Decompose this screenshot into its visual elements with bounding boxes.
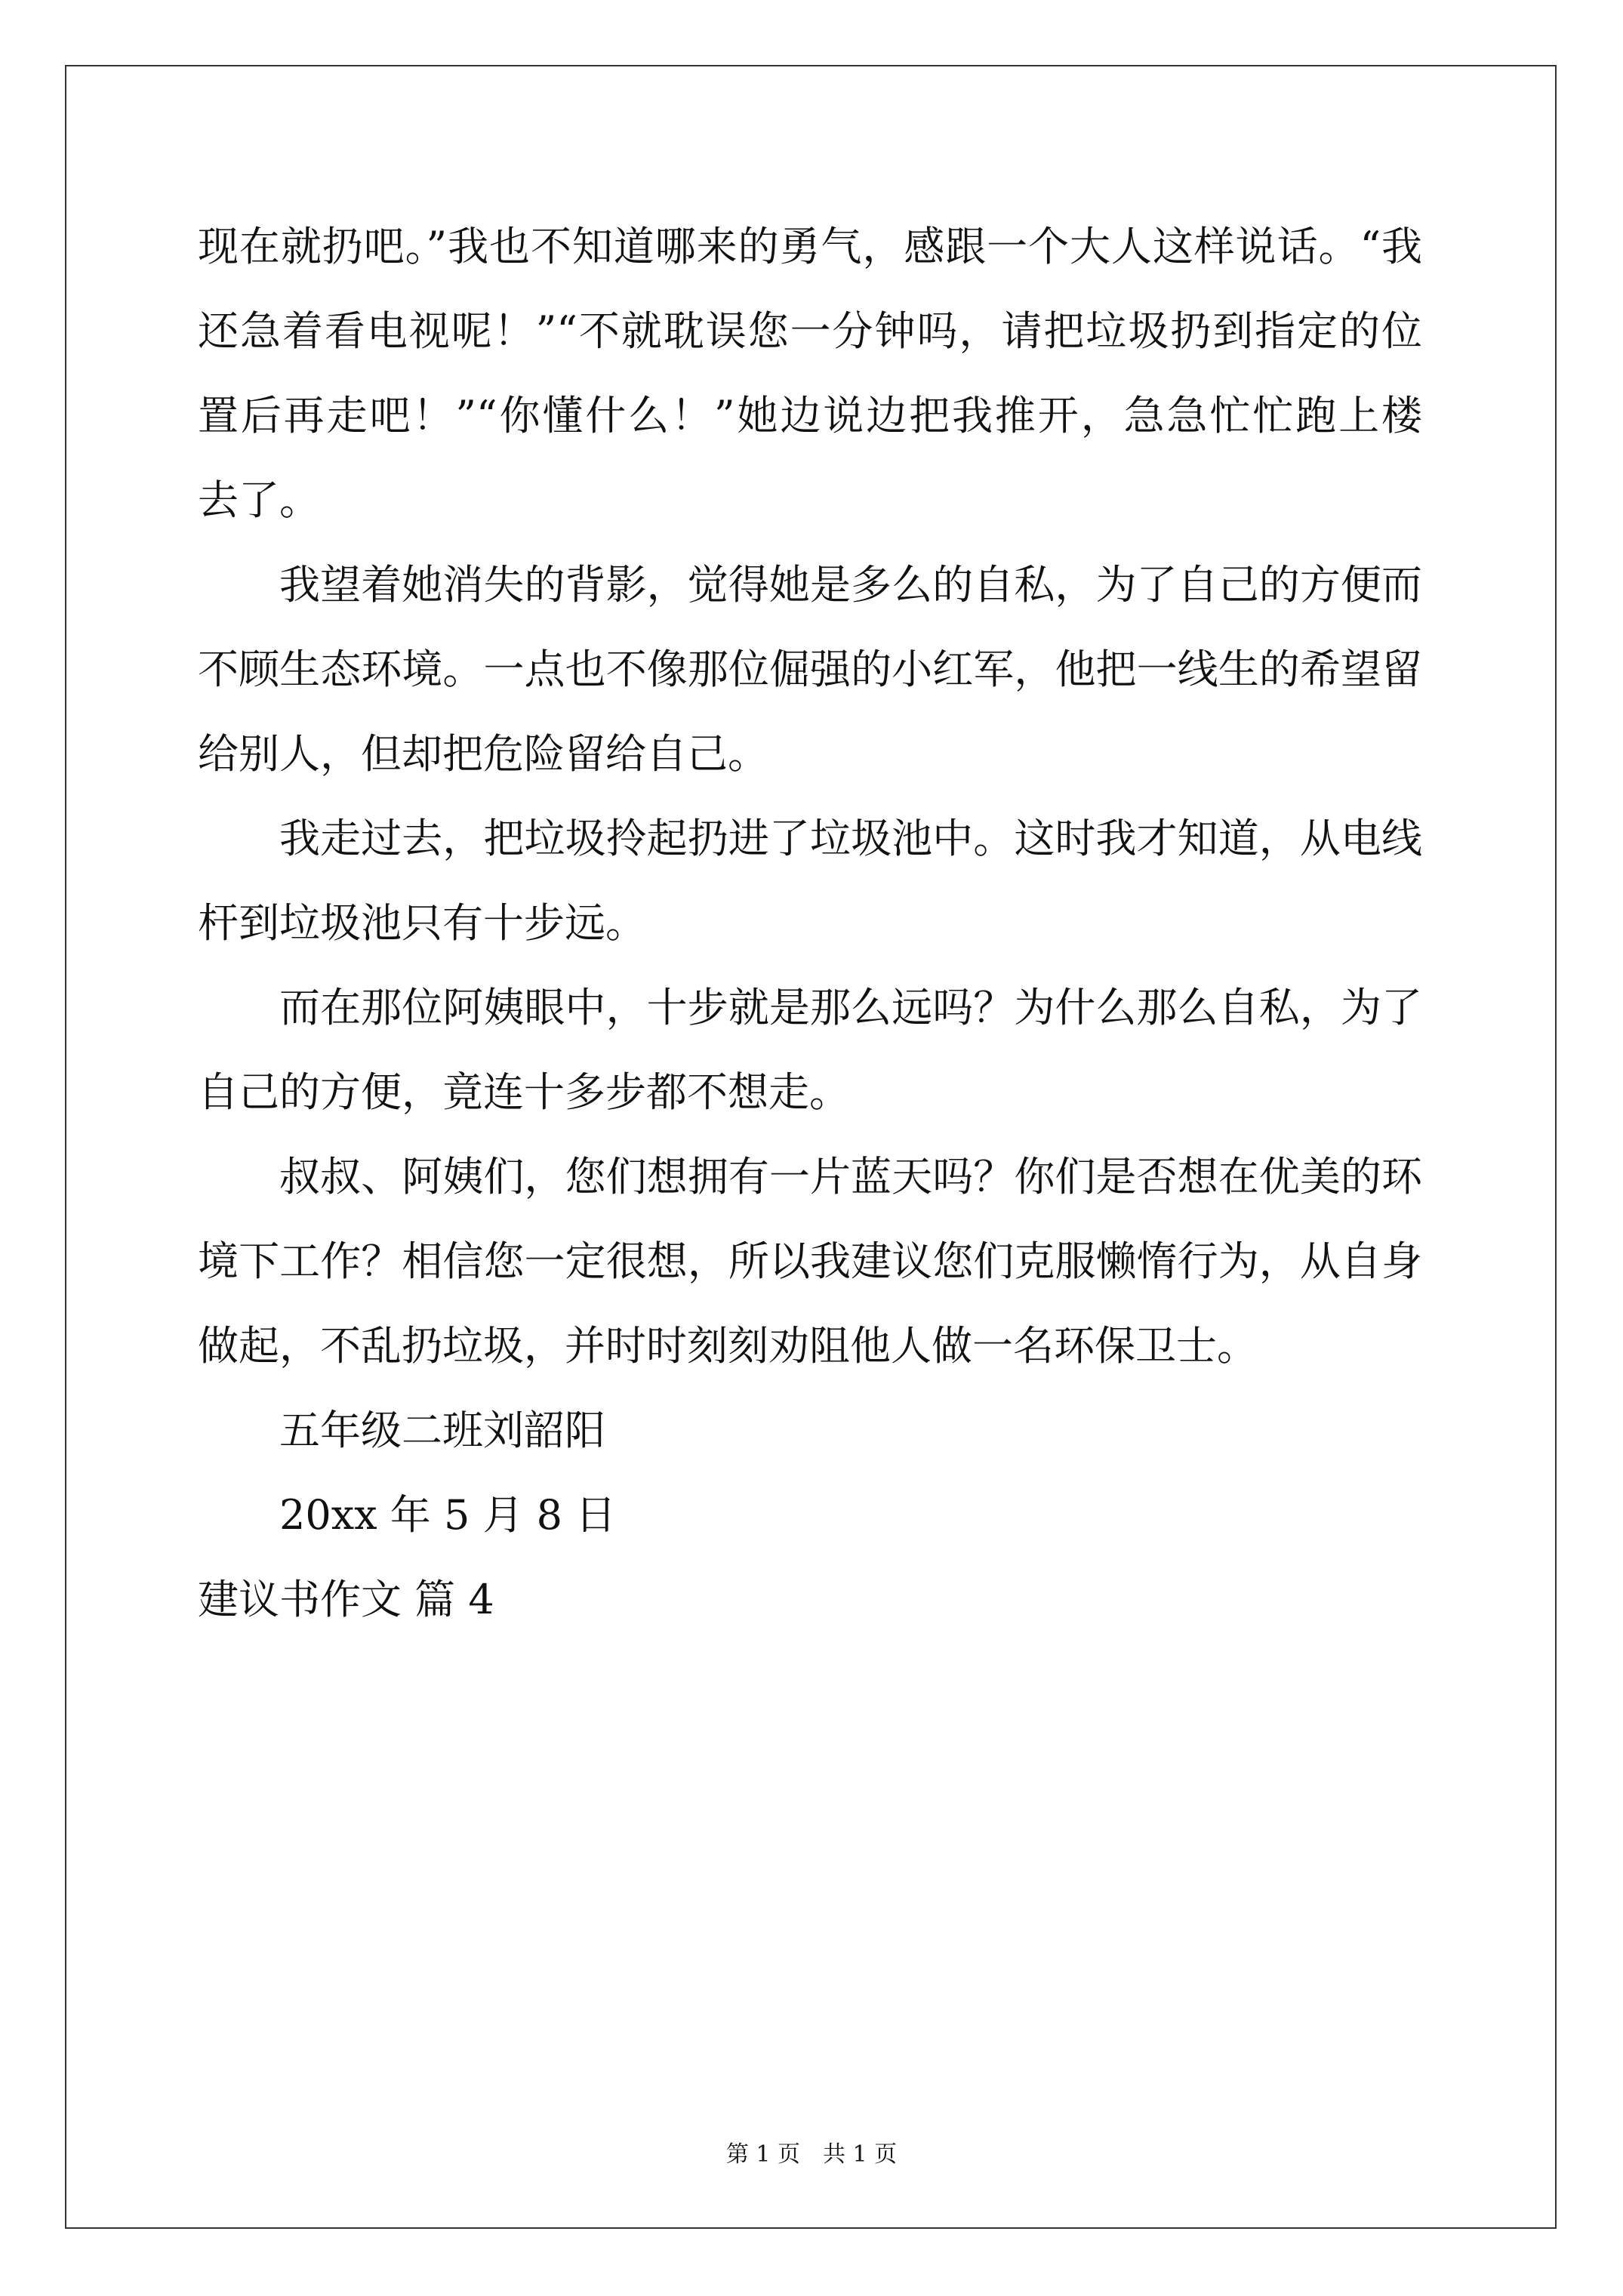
text-line: 而在那位阿姨眼中，十步就是那么远吗？为什么那么自私，为了 bbox=[279, 984, 1422, 1031]
text-line: 置后再走吧！”“你懂什么！”她边说边把我推开，急急忙忙跑上楼 bbox=[198, 392, 1422, 439]
page-border bbox=[65, 65, 1557, 2229]
page-footer: 第 1 页 共 1 页 bbox=[725, 2141, 898, 2168]
text-line: 给别人，但却把危险留给自己。 bbox=[198, 730, 768, 778]
text-line: 去了。 bbox=[198, 476, 320, 524]
text-line: 自己的方便，竟连十多步都不想走。 bbox=[198, 1068, 850, 1116]
signature-line: 五年级二班刘韶阳 bbox=[279, 1407, 605, 1454]
text-line: 现在就扔吧。”我也不知道哪来的勇气，感跟一个大人这样说话。“我 bbox=[198, 223, 1422, 270]
section-heading: 建议书作文 篇 4 bbox=[198, 1576, 494, 1623]
text-line: 不顾生态环境。一点也不像那位倔强的小红军，他把一线生的希望留 bbox=[198, 646, 1422, 693]
text-line: 做起，不乱扔垃圾，并时时刻刻劝阻他人做一名环保卫士。 bbox=[198, 1322, 1258, 1370]
text-line: 杆到垃圾池只有十步远。 bbox=[198, 899, 646, 947]
text-line: 还急着看电视呢！”“不就耽误您一分钟吗，请把垃圾扔到指定的位 bbox=[198, 307, 1422, 355]
text-line: 我望着她消失的背影，觉得她是多么的自私，为了自己的方便而 bbox=[279, 561, 1422, 609]
text-line: 叔叔、阿姨们，您们想拥有一片蓝天吗？你们是否想在优美的环 bbox=[279, 1153, 1422, 1200]
date-line: 20xx 年 5 月 8 日 bbox=[279, 1491, 617, 1539]
text-line: 境下工作？相信您一定很想，所以我建议您们克服懒惰行为，从自身 bbox=[198, 1237, 1422, 1285]
text-line: 我走过去，把垃圾拎起扔进了垃圾池中。这时我才知道，从电线 bbox=[279, 815, 1422, 862]
